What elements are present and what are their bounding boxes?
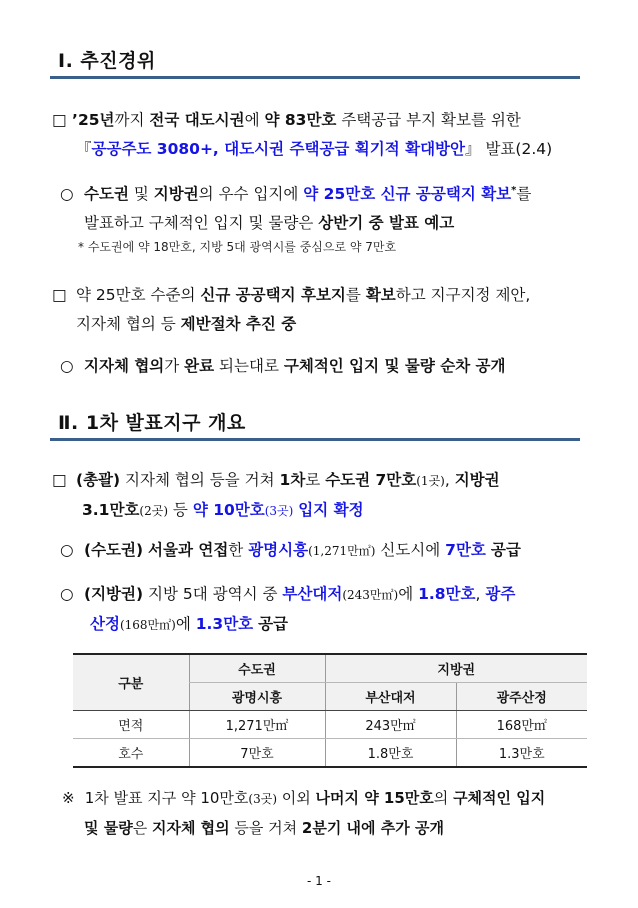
s2-paragraph-3: ○ (지방권) 지방 5대 광역시 중 부산대저(243만㎡)에 1.8만호, 광주 산정(168만㎡)에 1.3만호 공급	[60, 580, 515, 640]
reference-mark-icon: ※	[62, 789, 75, 807]
square-bullet-icon: □	[52, 286, 67, 304]
table-cell: 243만㎡	[325, 711, 456, 739]
circle-bullet-icon: ○	[60, 185, 74, 204]
table-cell: 7만호	[189, 739, 325, 768]
header-gubun: 구분	[73, 654, 189, 711]
s2-remark: ※ 1차 발표 지구 약 10만호(3곳) 이외 나머지 약 15만호의 구체적인 입지 및 물량은 지자체 협의 등을 거쳐 2분기 내에 추가 공개	[62, 784, 545, 843]
section-2-title: Ⅱ. 1차 발표지구 개요	[58, 412, 246, 434]
table-row	[73, 711, 587, 739]
table-cell: 1,271만㎡	[189, 711, 325, 739]
row-label: 면적	[73, 711, 189, 739]
header-site: 광주산정	[456, 683, 587, 711]
table-cell: 1.3만호	[456, 739, 587, 768]
header-site: 부산대저	[325, 683, 456, 711]
table-cell: 168만㎡	[456, 711, 587, 739]
circle-bullet-icon: ○	[60, 585, 74, 603]
s1-paragraph-3: □ 약 25만호 수준의 신규 공공택지 후보지를 확보하고 지구지정 제안, 지자체 협의 등 제반절차 추진 중	[52, 281, 530, 339]
section-1-header	[50, 48, 580, 79]
s1-paragraph-2: ○ 수도권 및 지방권의 우수 입지에 약 25만호 신규 공공택지 확보*를 발표하고 구체적인 입지 및 물량은 상반기 중 발표 예고	[60, 176, 531, 238]
header-metro: 수도권	[189, 654, 325, 683]
site-summary-table	[73, 653, 587, 768]
table-header-row	[73, 654, 587, 683]
s1-footnote: * 수도권에 약 18만호, 지방 5대 광역시를 중심으로 약 7만호	[78, 240, 397, 254]
section-2-header	[50, 410, 580, 441]
header-site: 광명시흥	[189, 683, 325, 711]
table-cell: 1.8만호	[325, 739, 456, 768]
s1-paragraph-4: ○ 지자체 협의가 완료 되는대로 구체적인 입지 및 물량 순차 공개	[60, 352, 506, 381]
s2-paragraph-2: ○ (수도권) 서울과 연접한 광명시흥(1,271만㎡) 신도시에 7만호 공급	[60, 536, 521, 566]
row-label: 호수	[73, 739, 189, 768]
s1-paragraph-1: □ ’25년까지 전국 대도시권에 약 83만호 주택공급 부지 확보를 위한 『공공주도 3080+, 대도시권 주택공급 획기적 확대방안』 발표(2.4)	[52, 106, 552, 164]
section-1-title: Ⅰ. 추진경위	[58, 50, 156, 72]
page-number: - 1 -	[307, 874, 331, 888]
circle-bullet-icon: ○	[60, 357, 74, 375]
s2-paragraph-1: □ (총괄) 지자체 협의 등을 거쳐 1차로 수도권 7만호(1곳), 지방권 3.1만호(2곳) 등 약 10만호(3곳) 입지 확정	[52, 466, 500, 526]
header-local: 지방권	[325, 654, 587, 683]
square-bullet-icon: □	[52, 471, 67, 489]
section-2-divider	[50, 438, 580, 441]
plan-title: 공공주도 3080+, 대도시권 주택공급 획기적 확대방안	[91, 140, 466, 158]
square-bullet-icon: □	[52, 111, 67, 129]
circle-bullet-icon: ○	[60, 541, 74, 559]
section-1-divider	[50, 76, 580, 79]
table-row	[73, 739, 587, 768]
